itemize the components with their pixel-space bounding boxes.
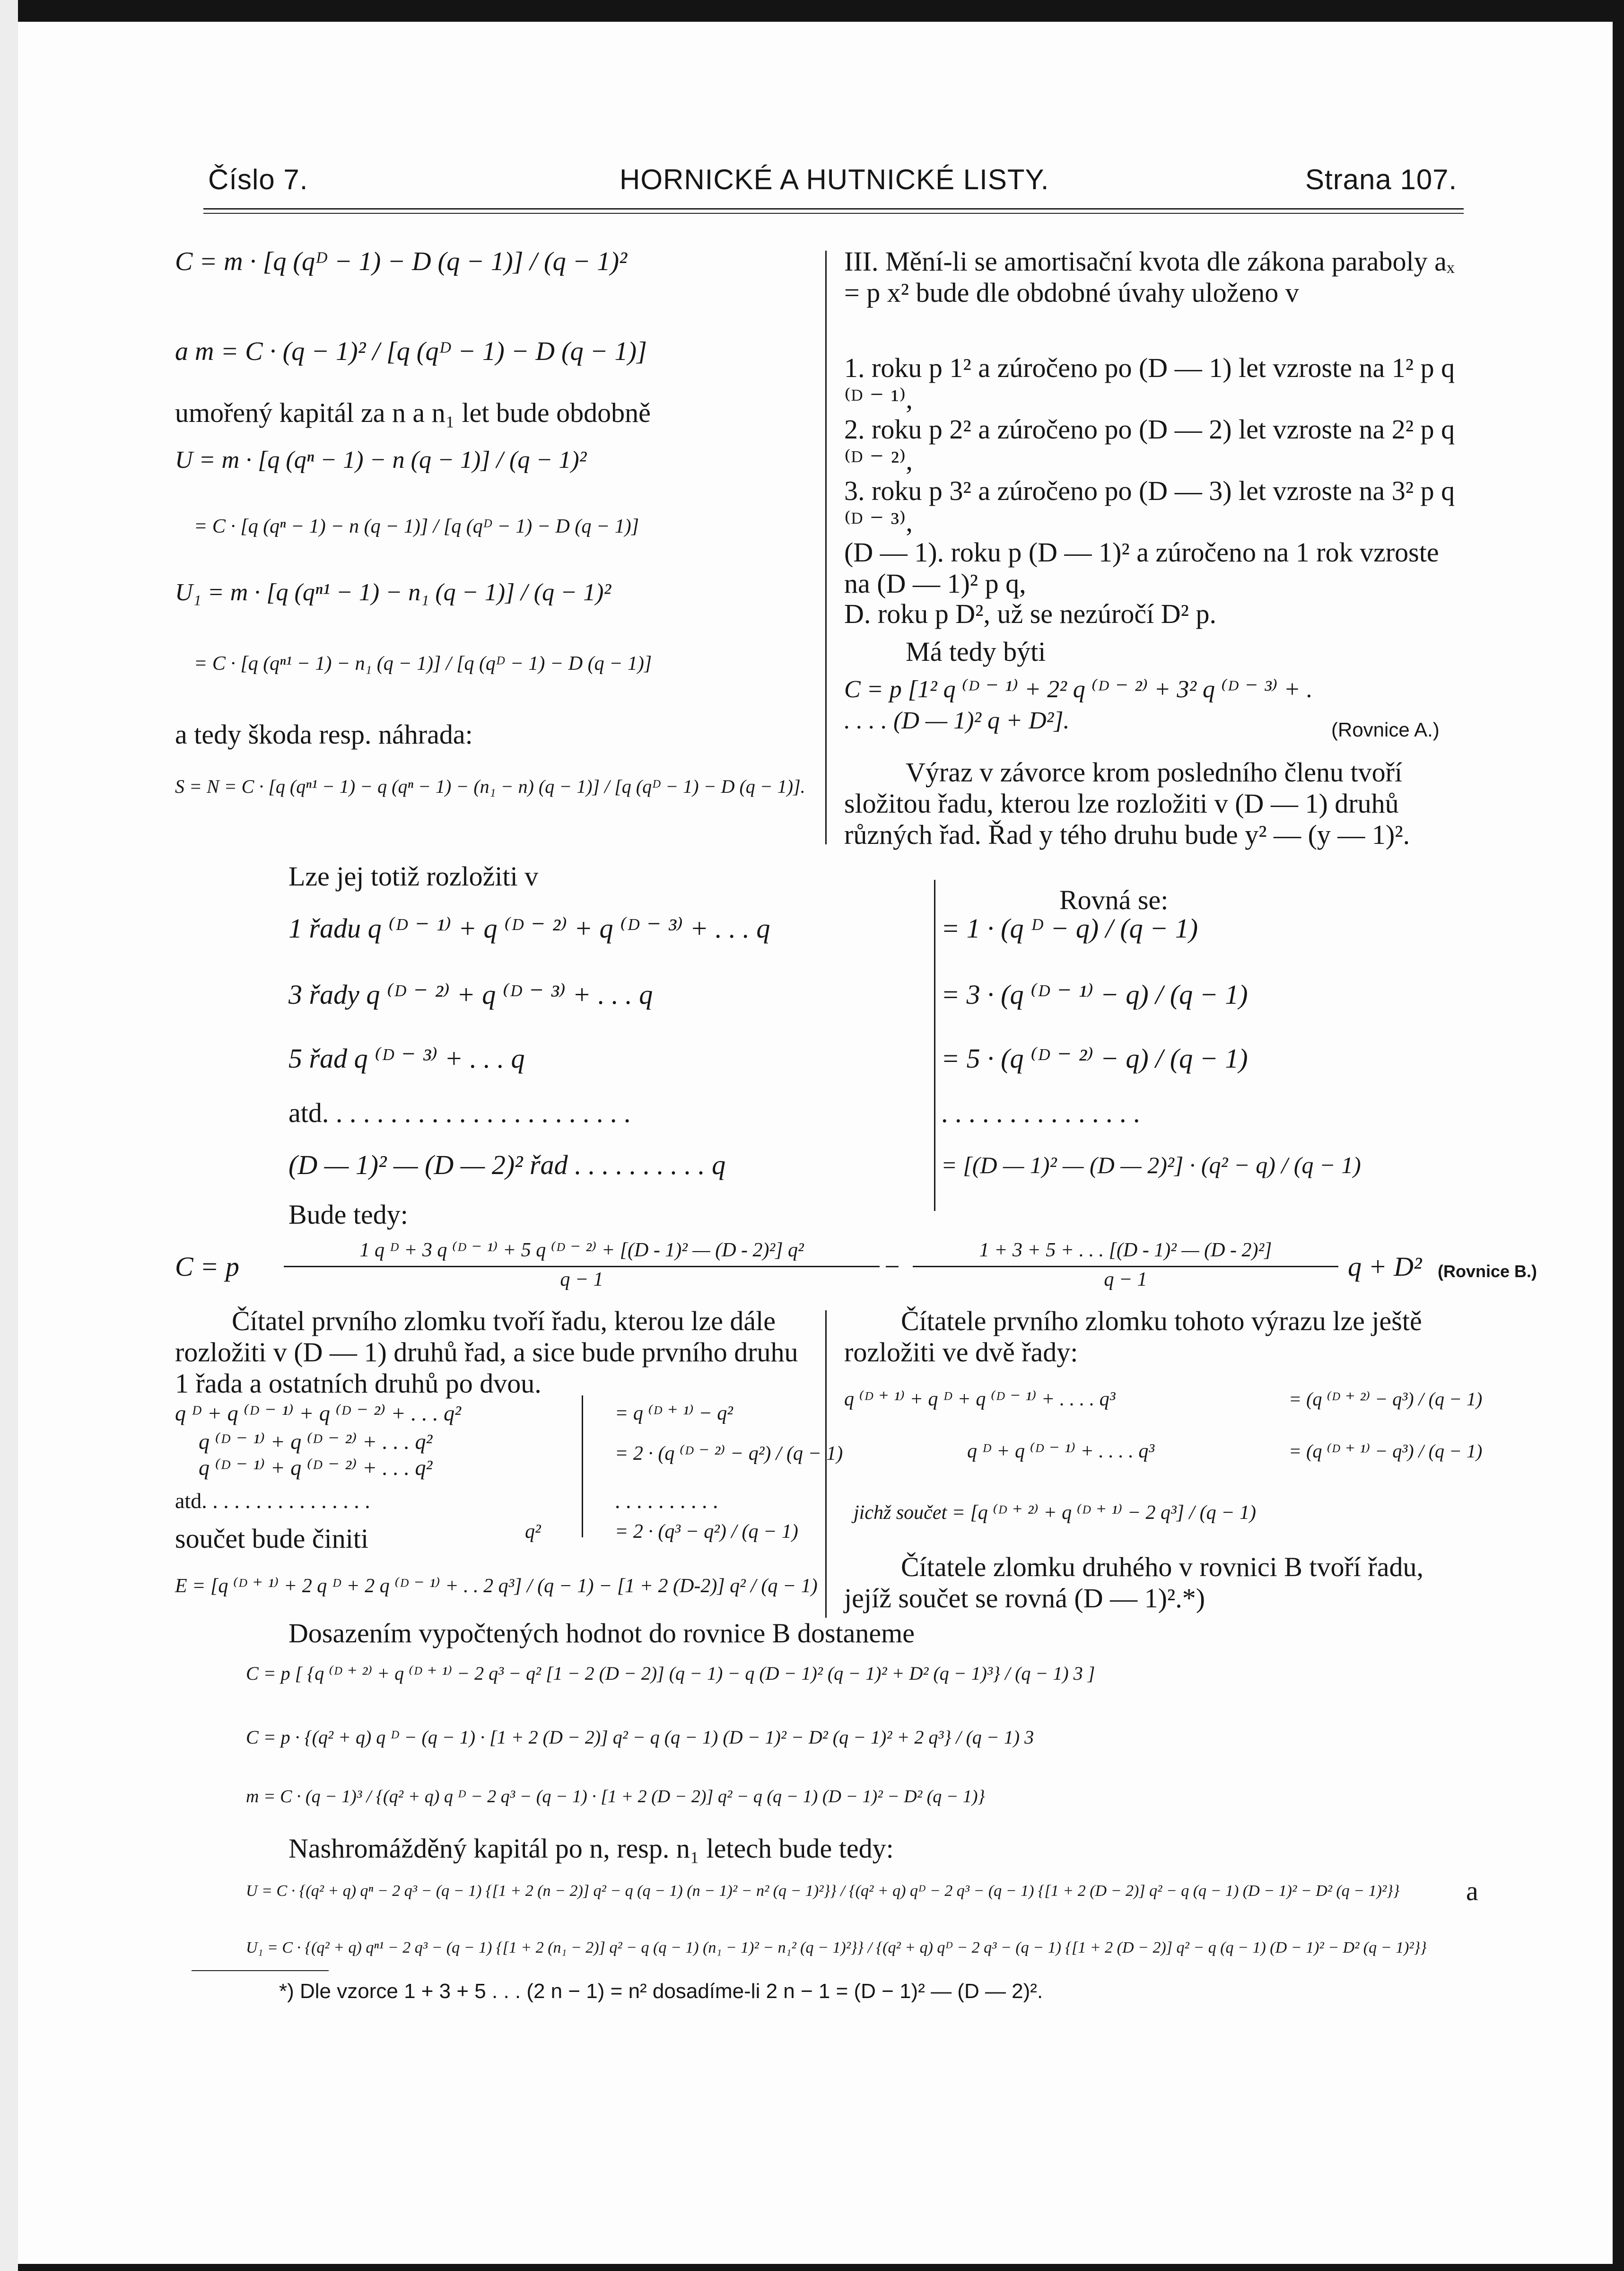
subseries-etc-value: . . . . . . . . . . <box>615 1489 718 1513</box>
equation-b-den2: q − 1 <box>1104 1269 1147 1290</box>
text-loss: a tedy škoda resp. náhrada: <box>175 719 473 750</box>
series-row-5: 5 řad q ⁽ᴰ ⁻ ³⁾ + . . . q <box>288 1043 525 1074</box>
paragraph-numerator-series: Čítatel prvního zlomku tvoří řadu, kterou lze dále rozložiti v (D — 1) druhů řad, a sice bude prvního druhu 1 řada a ostatních druhů po dvou. <box>175 1306 798 1399</box>
series-value-5: = 5 · (q ⁽ᴰ ⁻ ²⁾ − q) / (q − 1) <box>941 1043 1248 1074</box>
paragraph-second-fraction: Čítatele zlomku druhého v rovnici B tvoří řadu, jejíž součet se rovná (D — 1)².*) <box>844 1552 1423 1613</box>
journal-title: HORNICKÉ A HUTNICKÉ LISTY. <box>620 164 1049 195</box>
series-row-last: (D — 1)² — (D — 2)² řad . . . . . . . . . . q <box>288 1149 726 1180</box>
series-value-etc: . . . . . . . . . . . . . . . <box>941 1097 1140 1128</box>
formula-m-final: m = C · (q − 1)³ / {(q² + q) q ᴰ − 2 q³ − (q − 1) · [1 + 2 (D − 2)] q² − q (q − 1) (D − 1)² − D² (q − 1)} <box>246 1787 985 1806</box>
issue-number: Číslo 7. <box>208 164 308 195</box>
subseries-1: q ᴰ + q ⁽ᴰ ⁻ ¹⁾ + q ⁽ᴰ ⁻ ²⁾ + . . . q² <box>175 1401 461 1425</box>
equation-b-label: (Rovnice B.) <box>1438 1262 1537 1281</box>
equation-b-num2: 1 + 3 + 5 + . . . [(D - 1)² — (D - 2)²] <box>913 1235 1338 1267</box>
list-year-2: 2. roku p 2² a zúročeno po (D — 2) let vzroste na 2² p q ⁽ᴰ ⁻ ²⁾, <box>844 414 1455 476</box>
paragraph-two-series: Čítatele prvního zlomku tohoto výrazu lze ještě rozložiti ve dvě řady: <box>844 1306 1422 1368</box>
formula-u1-c: = C · [q (qⁿ¹ − 1) − n₁ (q − 1)] / [q (qᴰ − 1) − D (q − 1)] <box>194 653 652 675</box>
two-series-2: q ᴰ + q ⁽ᴰ ⁻ ¹⁾ + . . . . q³ <box>967 1440 1154 1462</box>
footnote-rule <box>192 1970 329 1971</box>
equation-a-label: (Rovnice A.) <box>1331 719 1440 741</box>
series-row-3: 3 řady q ⁽ᴰ ⁻ ²⁾ + q ⁽ᴰ ⁻ ³⁾ + . . . q <box>288 979 653 1010</box>
equation-b-den1: q − 1 <box>560 1269 603 1290</box>
page-number: Strana 107. <box>1305 164 1458 195</box>
two-series-1-value: = (q ⁽ᴰ ⁺ ²⁾ − q³) / (q − 1) <box>1289 1388 1483 1410</box>
formula-u1: U₁ = m · [q (qⁿ¹ − 1) − n₁ (q − 1)] / (q − 1)² <box>175 579 611 606</box>
subseries-1-value: = q ⁽ᴰ ⁺ ¹⁾ − q² <box>615 1403 733 1424</box>
subseries-2a: q ⁽ᴰ ⁻ ¹⁾ + q ⁽ᴰ ⁻ ²⁾ + . . . q² <box>199 1429 433 1454</box>
equation-b-tail: q + D² <box>1348 1251 1422 1282</box>
text-decompose: Lze jej totiž rozložiti v <box>288 861 539 892</box>
header-rule-thin <box>203 213 1464 214</box>
equation-b <box>175 1235 1537 1296</box>
formula-m-c: a m = C · (q − 1)² / [q (qᴰ − 1) − D (q − 1)] <box>175 337 647 366</box>
two-series-2-value: = (q ⁽ᴰ ⁺ ¹⁾ − q³) / (q − 1) <box>1289 1440 1483 1462</box>
formula-c-final-2: C = p · {(q² + q) q ᴰ − (q − 1) · [1 + 2 (D − 2)] q² − q (q − 1) (D − 1)² − D² (q − 1)² + 2 q³} / (q − 1) 3 <box>246 1727 1034 1748</box>
formula-c-final-1: C = p [ {q ⁽ᴰ ⁺ ²⁾ + q ⁽ᴰ ⁺ ¹⁾ − 2 q³ − q² [1 − 2 (D − 2)] (q − 1) − q (D − 1)² (q − 1)² + D² (q − 1)³} / (q − 1) 3 ] <box>246 1663 1095 1684</box>
subseries-divider <box>582 1395 583 1537</box>
series-row-1: 1 řadu q ⁽ᴰ ⁻ ¹⁾ + q ⁽ᴰ ⁻ ²⁾ + q ⁽ᴰ ⁻ ³⁾ + . . . q <box>288 913 770 944</box>
text-will-be: Bude tedy: <box>288 1199 408 1230</box>
equation-b-num1: 1 q ᴰ + 3 q ⁽ᴰ ⁻ ¹⁾ + 5 q ⁽ᴰ ⁻ ²⁾ + [(D - 1)² — (D - 2)²] q² <box>284 1235 880 1267</box>
text-sum: součet bude činiti <box>175 1523 369 1554</box>
header-rule <box>203 208 1464 210</box>
text-substitution: Dosazením vypočtených hodnot do rovnice B dostaneme <box>288 1618 915 1648</box>
list-year-3: 3. roku p 3² a zúročeno po (D — 3) let vzroste na 3² p q ⁽ᴰ ⁻ ³⁾, <box>844 475 1455 537</box>
minus-sign: − <box>884 1251 900 1282</box>
formula-u-final: U = C · {(q² + q) qⁿ − 2 q³ − (q − 1) {[1 + 2 (n − 2)] q² − q (q − 1) (n − 1)² − n² (q − 1)²}} / {(q² + q) qᴰ − 2 q³ − (q − 1) {[1 + 2 (D − 2)] q² − q (q − 1) (D − 1)² − D² (q − 1)²}} <box>246 1882 1400 1900</box>
text-equals-head: Rovná se: <box>1059 885 1169 915</box>
two-series-1: q ⁽ᴰ ⁺ ¹⁾ + q ᴰ + q ⁽ᴰ ⁻ ¹⁾ + . . . . q³ <box>844 1388 1116 1410</box>
text-amortized-capital: umořený kapitál za n a n₁ let bude obdobně <box>175 397 651 428</box>
list-year-1: 1. roku p 1² a zúročeno po (D — 1) let vzroste na 1² p q ⁽ᴰ ⁻ ¹⁾, <box>844 352 1455 414</box>
series-value-1: = 1 · (q ᴰ − q) / (q − 1) <box>941 913 1198 944</box>
formula-c-m: C = m · [q (qᴰ − 1) − D (q − 1)] / (q − 1)² <box>175 247 627 276</box>
formula-u: U = m · [q (qⁿ − 1) − n (q − 1)] / (q − 1)² <box>175 447 587 473</box>
text-should-be: Má tedy býti <box>906 636 1046 667</box>
series-row-etc: atd. . . . . . . . . . . . . . . . . . . . . . . <box>288 1097 631 1128</box>
series-value-last: = [(D — 1)² — (D — 2)²] · (q² − q) / (q − 1) <box>941 1152 1361 1178</box>
paragraph-composite-series: Výraz v závorce krom posledního členu tvoří složitou řadu, kterou lze rozložiti v (D — 1) druhů různých řad. Řad y tého druhu bude y² — (y — 1)². <box>844 757 1410 850</box>
column-divider-top <box>825 251 827 844</box>
series-value-3: = 3 · (q ⁽ᴰ ⁻ ¹⁾ − q) / (q − 1) <box>941 979 1248 1010</box>
paragraph-parabola: III. Mění-li se amortisační kvota dle zákona paraboly aₓ = p x² bude dle obdobné úvahy uloženo v <box>844 246 1455 308</box>
page-edge <box>0 0 18 2271</box>
formula-u-c: = C · [q (qⁿ − 1) − n (q − 1)] / [q (qᴰ − 1) − D (q − 1)] <box>194 516 639 537</box>
list-year-d: D. roku p D², už se nezúročí D² p. <box>844 598 1216 629</box>
formula-s-n: S = N = C · [q (qⁿ¹ − 1) − q (qⁿ − 1) − (n₁ − n) (q − 1)] / [q (qᴰ − 1) − D (q − 1)]. <box>175 776 805 797</box>
list-year-d-1: (D — 1). roku p (D — 1)² a zúročeno na 1 rok vzroste na (D — 1)² p q, <box>844 537 1439 599</box>
text-accumulated-capital: Nashromážděný kapitál po n, resp. n₁ letech bude tedy: <box>288 1833 894 1864</box>
footnote: *) Dle vzorce 1 + 3 + 5 . . . (2 n − 1) = n² dosadíme-li 2 n − 1 = (D − 1)² — (D — 2)². <box>279 1980 1043 2003</box>
subseries-2b: q ⁽ᴰ ⁻ ¹⁾ + q ⁽ᴰ ⁻ ²⁾ + . . . q² <box>199 1456 433 1480</box>
subseries-etc: atd. . . . . . . . . . . . . . . . <box>175 1489 370 1513</box>
subseries-sum-value: = 2 · (q³ − q²) / (q − 1) <box>615 1521 798 1543</box>
equation-a: C = p [1² q ⁽ᴰ ⁻ ¹⁾ + 2² q ⁽ᴰ ⁻ ²⁾ + 3² q ⁽ᴰ ⁻ ³⁾ + . . . . . (D — 1)² q + D²]. <box>844 676 1313 734</box>
equation-b-lhs: C = p <box>175 1251 239 1282</box>
subseries-2-value: = 2 · (q ⁽ᴰ ⁻ ²⁾ − q²) / (q − 1) <box>615 1443 843 1464</box>
subseries-sum-q2: q² <box>525 1521 541 1543</box>
formula-u1-final: U₁ = C · {(q² + q) qⁿ¹ − 2 q³ − (q − 1) {[1 + 2 (n₁ − 2)] q² − q (q − 1) (n₁ − 1)² − n₁² (q − 1)²}} / {(q² + q) qᴰ − 2 q³ − (q − 1) {[1 + 2 (D − 2)] q² − q (q − 1) (D − 1)² − D² (q − 1)²}} <box>246 1939 1427 1956</box>
formula-e: E = [q ⁽ᴰ ⁺ ¹⁾ + 2 q ᴰ + 2 q ⁽ᴰ ⁻ ¹⁾ + . . 2 q³] / (q − 1) − [1 + 2 (D-2)] q² / (q − 1) <box>175 1575 818 1597</box>
two-series-sum: jichž součet = [q ⁽ᴰ ⁺ ²⁾ + q ⁽ᴰ ⁺ ¹⁾ − 2 q³] / (q − 1) <box>854 1502 1256 1524</box>
table-divider <box>934 880 935 1211</box>
text-and: a <box>1466 1876 1478 1906</box>
